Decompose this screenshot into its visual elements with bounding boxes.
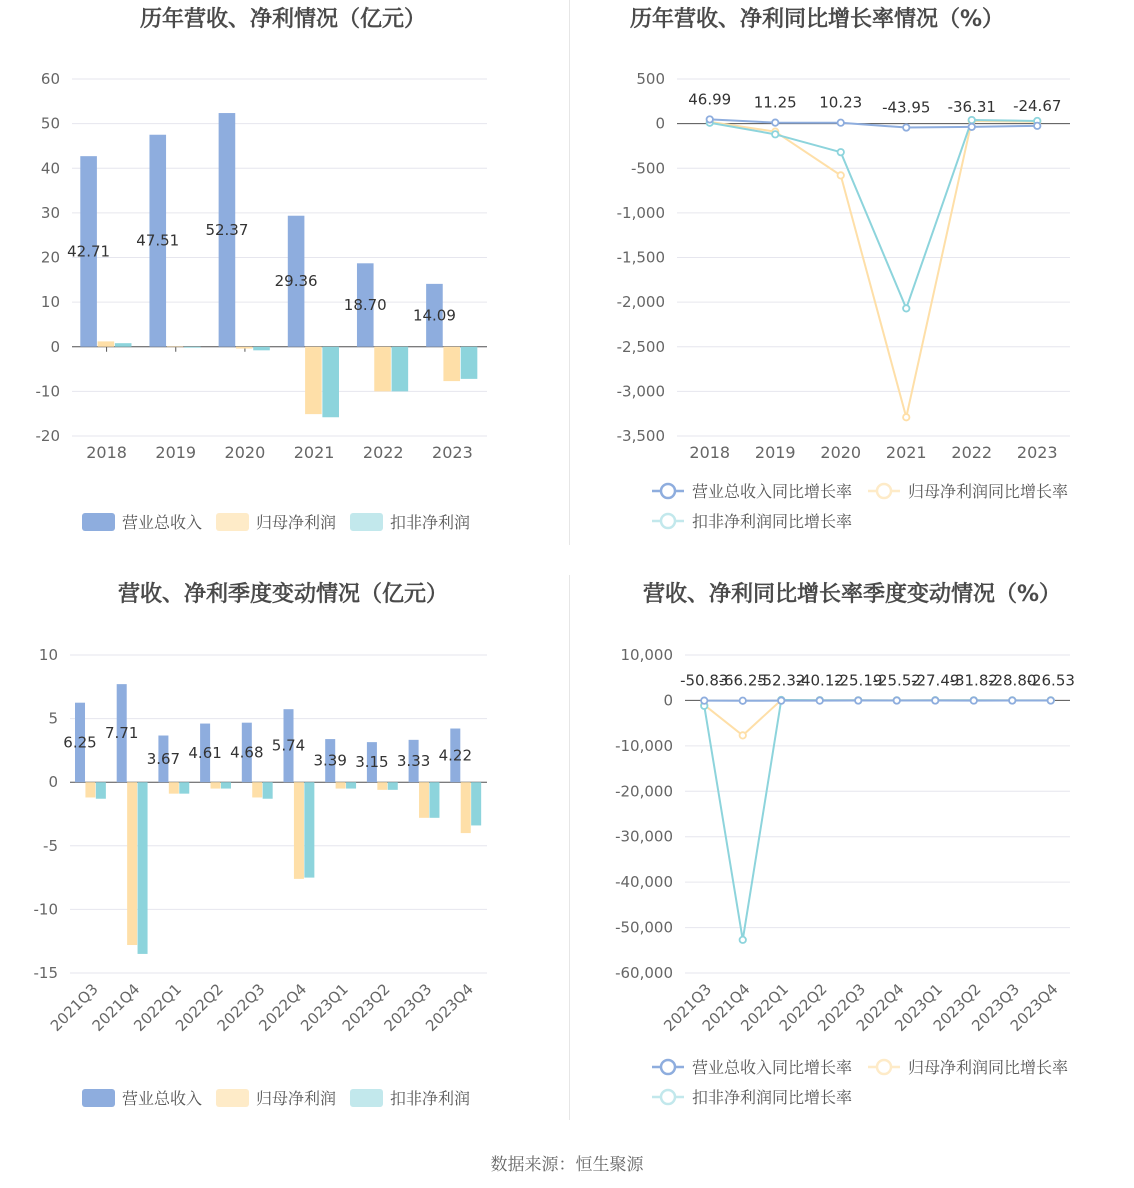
- line-data-label: -26.53: [1026, 671, 1075, 690]
- x-tick-label: 2023Q1: [891, 980, 947, 1035]
- y-tick-label: 500: [636, 70, 665, 88]
- bar-netprofit: [419, 782, 429, 818]
- line-data-label: 46.99: [688, 90, 732, 109]
- bar-deducted: [346, 782, 356, 788]
- bar-deducted: [253, 347, 270, 351]
- bar-data-label: 29.36: [274, 272, 318, 291]
- line-data-label: -24.67: [1013, 96, 1062, 115]
- series-point-revenue: [707, 116, 713, 122]
- line-data-label: 10.23: [819, 93, 863, 112]
- x-tick-label: 2023Q3: [968, 980, 1024, 1035]
- bar-deducted: [322, 347, 339, 418]
- series-point-deducted: [838, 149, 844, 155]
- bar-netprofit: [336, 782, 346, 788]
- series-point-deducted: [969, 117, 975, 123]
- line-data-label: -31.82: [949, 671, 998, 690]
- line-data-label: -52.32: [757, 671, 806, 690]
- y-tick-label: 20: [40, 248, 60, 267]
- y-tick-label: -1,000: [616, 203, 665, 222]
- x-tick-label: 2023Q4: [1006, 980, 1062, 1035]
- chart-title: 营收、净利同比增长率季度变动情况（%）: [642, 582, 1062, 607]
- bar-netprofit: [169, 782, 179, 793]
- y-tick-label: 10,000: [620, 646, 673, 664]
- bar-deducted: [179, 782, 189, 793]
- series-point-revenue: [1009, 697, 1015, 703]
- x-tick-label: 2018: [689, 443, 731, 462]
- x-tick-label: 2022: [362, 443, 404, 462]
- legend-swatch-revenue: [82, 1089, 115, 1107]
- line-data-label: -43.95: [882, 98, 931, 117]
- x-tick-label: 2022Q4: [852, 980, 908, 1035]
- y-tick-label: -20,000: [615, 782, 673, 801]
- bar-data-label: 52.37: [205, 220, 249, 239]
- bar-data-label: 3.15: [355, 753, 389, 772]
- bar-data-label: 14.09: [412, 306, 456, 325]
- series-point-revenue: [969, 124, 975, 130]
- bar-deducted: [138, 782, 148, 954]
- x-tick-label: 2022Q3: [213, 980, 269, 1035]
- y-tick-label: -40,000: [615, 873, 673, 892]
- y-tick-label: 0: [663, 691, 673, 710]
- bar-deducted: [392, 347, 409, 392]
- x-tick-label: 2022Q2: [171, 980, 227, 1035]
- legend-marker-revenue: [661, 484, 675, 498]
- legend-label: 归母净利润: [256, 513, 337, 532]
- bar-data-label: 4.22: [438, 746, 473, 765]
- series-point-netprofit: [838, 172, 844, 178]
- y-tick-label: -50,000: [615, 918, 673, 937]
- bar-deducted: [115, 343, 132, 347]
- bar-netprofit: [236, 347, 253, 349]
- series-point-revenue: [971, 697, 977, 703]
- x-tick-label: 2023Q2: [929, 980, 985, 1035]
- chart-title: 营收、净利季度变动情况（亿元）: [117, 582, 449, 607]
- y-tick-label: 0: [50, 337, 60, 356]
- y-tick-label: -60,000: [615, 964, 673, 982]
- y-tick-label: 10: [38, 646, 58, 664]
- series-point-netprofit: [903, 414, 909, 420]
- annual-revenue-profit-bar-chart: [0, 0, 567, 560]
- y-tick-label: 0: [655, 114, 665, 133]
- legend-label: 扣非净利润同比增长率: [692, 1088, 853, 1107]
- series-point-revenue: [894, 697, 900, 703]
- line-data-label: -28.80: [988, 671, 1037, 690]
- y-tick-label: -10: [35, 382, 60, 401]
- bar-deducted: [96, 782, 106, 799]
- bar-netprofit: [374, 347, 391, 392]
- series-point-netprofit: [740, 732, 746, 738]
- x-tick-label: 2019: [754, 443, 796, 462]
- series-point-revenue: [817, 697, 823, 703]
- quarterly-revenue-profit-bar-chart: [0, 575, 567, 1135]
- bar-data-label: 3.39: [313, 751, 347, 770]
- legend-swatch-deducted: [350, 513, 383, 531]
- line-data-label: -25.19: [834, 671, 883, 690]
- y-tick-label: 50: [40, 114, 60, 133]
- y-tick-label: -30,000: [615, 827, 673, 846]
- bar-deducted: [304, 782, 314, 877]
- line-data-label: 11.25: [753, 93, 797, 112]
- series-point-deducted: [903, 305, 909, 311]
- legend-marker-revenue: [661, 1060, 675, 1074]
- legend-label: 营业总收入同比增长率: [692, 482, 853, 501]
- x-tick-label: 2021: [293, 443, 335, 462]
- line-data-label: -66.25: [718, 671, 767, 690]
- y-tick-label: -500: [630, 159, 665, 178]
- legend-label: 扣非净利润: [390, 1089, 471, 1108]
- data-source-note: 数据来源：恒生聚源: [490, 1155, 644, 1175]
- legend-label: 营业总收入同比增长率: [692, 1058, 853, 1077]
- series-point-deducted: [772, 131, 778, 137]
- bar-deducted: [429, 782, 439, 818]
- x-tick-label: 2022Q1: [737, 980, 793, 1035]
- legend-marker-deducted: [661, 514, 675, 528]
- legend-swatch-deducted: [350, 1089, 383, 1107]
- bar-netprofit: [461, 782, 471, 833]
- y-tick-label: -15: [33, 964, 58, 982]
- x-tick-label: 2021Q4: [698, 980, 754, 1035]
- series-point-revenue: [838, 120, 844, 126]
- series-point-revenue: [740, 698, 746, 704]
- annual-growth-rate-line-chart: [567, 0, 1134, 560]
- x-tick-label: 2021Q4: [88, 980, 144, 1035]
- line-data-label: -25.52: [872, 671, 921, 690]
- series-line-netprofit: [710, 121, 1038, 417]
- bar-netprofit: [377, 782, 387, 790]
- x-tick-label: 2023Q2: [338, 980, 394, 1035]
- bar-netprofit: [305, 347, 322, 414]
- bar-data-label: 3.33: [396, 752, 431, 771]
- bar-deducted: [461, 347, 478, 379]
- series-line-netprofit: [704, 700, 1051, 735]
- bar-data-label: 47.51: [136, 231, 180, 250]
- chart-title: 历年营收、净利同比增长率情况（%）: [629, 7, 1005, 32]
- series-line-deducted: [704, 700, 1051, 940]
- series-point-revenue: [1048, 697, 1054, 703]
- legend-marker-netprofit: [877, 484, 891, 498]
- bar-data-label: 7.71: [105, 724, 139, 743]
- y-tick-label: 40: [40, 159, 60, 178]
- series-point-revenue: [778, 697, 784, 703]
- x-tick-label: 2023Q1: [297, 980, 352, 1035]
- x-tick-label: 2023: [432, 443, 473, 462]
- legend-label: 营业总收入: [122, 1089, 203, 1108]
- legend-label: 归母净利润: [256, 1089, 337, 1108]
- bar-deducted: [221, 782, 231, 788]
- legend-swatch-netprofit: [216, 513, 249, 531]
- bar-deducted: [388, 782, 398, 790]
- x-tick-label: 2022Q1: [130, 980, 186, 1035]
- y-tick-label: 30: [40, 203, 60, 222]
- legend-marker-netprofit: [877, 1060, 891, 1074]
- quarterly-growth-rate-line-chart: [567, 575, 1134, 1135]
- series-point-revenue: [701, 697, 707, 703]
- bar-deducted: [184, 347, 201, 348]
- legend-swatch-revenue: [82, 513, 115, 531]
- bar-data-label: 3.67: [146, 749, 181, 768]
- series-point-revenue: [855, 697, 861, 703]
- bar-netprofit: [443, 347, 460, 381]
- x-tick-label: 2023: [1016, 443, 1058, 462]
- bar-deducted: [263, 782, 273, 799]
- x-tick-label: 2023Q3: [380, 980, 436, 1035]
- x-tick-label: 2021Q3: [46, 980, 102, 1035]
- x-tick-label: 2018: [86, 443, 127, 462]
- legend-marker-deducted: [661, 1090, 675, 1104]
- line-data-label: -50.83: [680, 671, 729, 690]
- chart-title: 历年营收、净利情况（亿元）: [139, 7, 427, 32]
- x-tick-label: 2021Q3: [660, 980, 716, 1035]
- x-tick-label: 2020: [820, 443, 862, 462]
- x-tick-label: 2022Q2: [775, 980, 831, 1035]
- x-tick-label: 2022Q4: [255, 980, 311, 1035]
- bar-data-label: 4.68: [230, 743, 264, 762]
- legend-swatch-netprofit: [216, 1089, 249, 1107]
- bar-data-label: 5.74: [271, 736, 306, 755]
- legend-label: 归母净利润同比增长率: [908, 1058, 1069, 1077]
- y-tick-label: -3,000: [616, 382, 665, 401]
- bar-data-label: 42.71: [67, 242, 111, 261]
- bar-netprofit: [85, 782, 95, 797]
- line-data-label: -27.49: [911, 671, 960, 690]
- y-tick-label: -3,500: [616, 427, 665, 445]
- bar-deducted: [471, 782, 481, 825]
- series-point-revenue: [772, 119, 778, 125]
- y-tick-label: 10: [40, 293, 60, 312]
- y-tick-label: -10: [33, 900, 58, 919]
- y-tick-label: -2,500: [616, 337, 665, 356]
- x-tick-label: 2019: [155, 443, 197, 462]
- legend-label: 归母净利润同比增长率: [908, 482, 1069, 501]
- bar-data-label: 18.70: [343, 296, 387, 315]
- series-point-revenue: [1034, 123, 1040, 129]
- x-tick-label: 2021: [885, 443, 927, 462]
- bar-netprofit: [294, 782, 304, 879]
- y-tick-label: -10,000: [615, 736, 673, 755]
- bar-data-label: 4.61: [188, 743, 222, 762]
- bar-netprofit: [252, 782, 262, 797]
- series-point-deducted: [740, 937, 746, 943]
- series-line-deducted: [710, 120, 1038, 308]
- y-tick-label: -20: [35, 427, 60, 445]
- line-data-label: -36.31: [947, 97, 996, 116]
- x-tick-label: 2023Q4: [422, 980, 477, 1035]
- y-tick-label: 60: [40, 70, 60, 88]
- bar-netprofit: [211, 782, 221, 788]
- legend-label: 扣非净利润: [390, 513, 471, 532]
- line-data-label: -40.12: [795, 671, 844, 690]
- legend-label: 营业总收入: [122, 513, 203, 532]
- series-point-revenue: [903, 124, 909, 130]
- y-tick-label: -5: [43, 836, 58, 855]
- legend-label: 扣非净利润同比增长率: [692, 512, 853, 531]
- x-tick-label: 2020: [224, 443, 266, 462]
- bar-netprofit: [127, 782, 137, 945]
- bar-netprofit: [98, 341, 115, 346]
- bar-data-label: 6.25: [63, 733, 97, 752]
- series-point-revenue: [932, 697, 938, 703]
- y-tick-label: 5: [48, 709, 58, 728]
- y-tick-label: 0: [48, 773, 58, 792]
- x-tick-label: 2022: [951, 443, 993, 462]
- y-tick-label: -1,500: [616, 248, 665, 267]
- x-tick-label: 2022Q3: [814, 980, 870, 1035]
- y-tick-label: -2,000: [616, 293, 665, 312]
- bar-netprofit: [167, 347, 184, 348]
